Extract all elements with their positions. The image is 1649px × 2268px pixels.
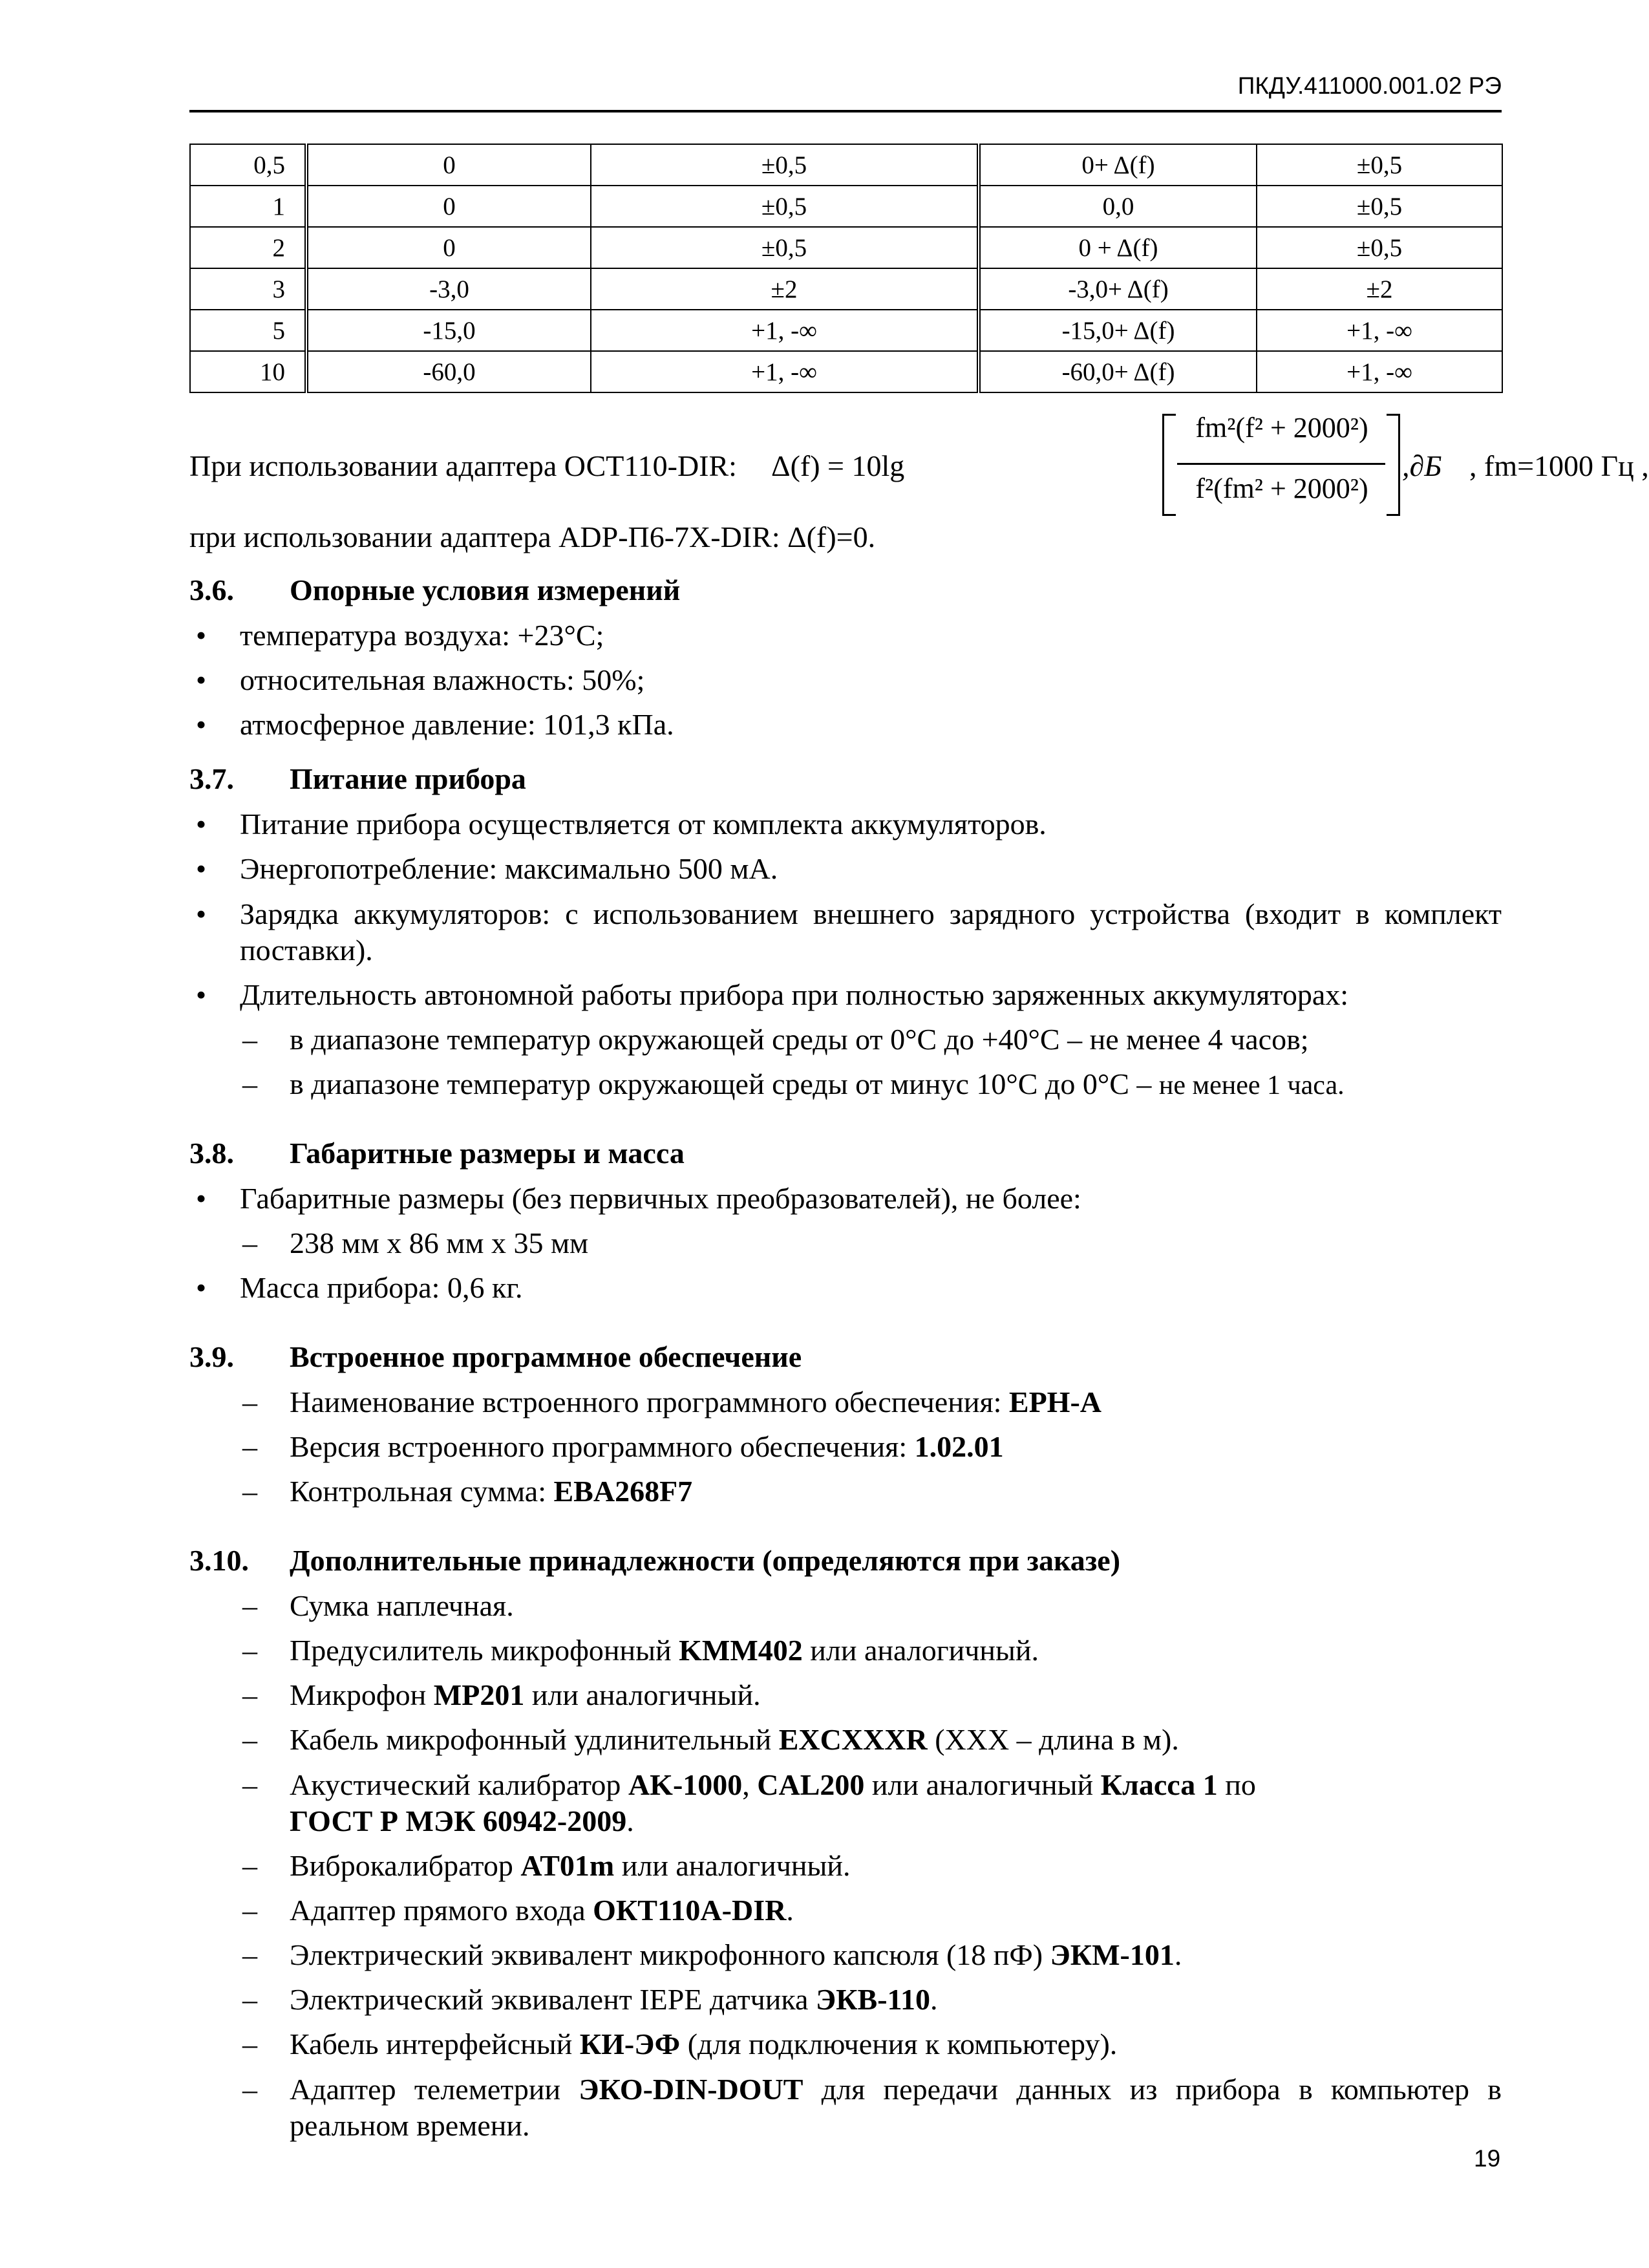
- dash-icon: –: [242, 1983, 257, 2016]
- adp-line: при использовании адаптера ADP-П6-7X-DIR: Δ(f)=0.: [189, 520, 876, 553]
- dash-icon: –: [242, 1067, 257, 1100]
- formula-numerator: fm²(f² + 2000²): [1195, 412, 1368, 444]
- dash-icon: –: [242, 1634, 257, 1667]
- table-row: [190, 144, 1502, 186]
- dash-icon: –: [242, 1430, 257, 1463]
- table-cell: -3,0: [306, 268, 591, 310]
- table-row: [190, 227, 1502, 268]
- section-title: Дополнительные принадлежности (определяются при заказе): [290, 1544, 1121, 1577]
- table-cell: 0: [306, 144, 591, 186]
- section-title: Опорные условия измерений: [290, 573, 681, 606]
- table-cell: +1, -∞: [1257, 310, 1502, 351]
- table-cell: 1: [190, 186, 306, 227]
- table-cell: -3,0+ Δ(f): [979, 268, 1257, 310]
- table-cell: ±0,5: [1257, 227, 1502, 268]
- formula-suffix: , fm=1000 Гц ,: [1469, 449, 1649, 482]
- table-cell: ±0,5: [1257, 144, 1502, 186]
- table-cell: ±0,5: [591, 144, 979, 186]
- table-cell: +1, -∞: [1257, 351, 1502, 392]
- table-cell: +1, -∞: [591, 310, 979, 351]
- table-cell: 0,5: [190, 144, 306, 186]
- page-header: [189, 72, 1502, 107]
- dash-icon: –: [242, 1678, 257, 1711]
- document-page: ПКДУ.411000.001.02 РЭ 0,5 0 ±0,5 0+ Δ(f) ±0,5 1 0 ±0,5 0,0 ±0,5 2 0 ±0,5 0 + Δ(f) ±0,5 3 -3,0 ±2 -3,0+ Δ(f) ±2 5 -15,0 +1, -∞ -15,0+ Δ(f) +1, -∞ 10 -60,0 +1, -∞ -60,0+ Δ(f) +1, -∞ При использовании адаптера ОСТ110-DIR: Δ(f) = 10lg fm²(f² + 2000²) f²(fm² + 2000²) ,∂Б , fm=1000 Гц , при использовании адаптера ADP-П6-7X-DIR: Δ(f)=0. 3.6. Опорные условия измерений • температура воздуха: +23°С; • относительная влажность: 50%; • атмосферное давление: 101,3 кПа. 3.7. Питание прибора • Питание прибора осуществляется от комплекта аккумуляторов. • Энергопотребление: максимально 500 мА. • Зарядка аккумуляторов: с использованием внешнего зарядного устройства (входит в комплект поставки). • Длительность автономной работы прибора при полностью заряженных аккумуляторах: – в диапазоне температур окружающей среды от 0°С до +40°С – не менее 4 часов; – в диапазоне температур окружающей среды от минус 10°С до 0°С – не менее 1 часа. 3.8. Габаритные размеры и масса • Габаритные размеры (без первичных преобразователей), не более: – 238 мм х 86 мм х 35 мм • Масса прибора: 0,6 кг. 3.9. Встроенное программное обеспечение – Наименование встроенного программного обеспечения: EPH-A – Версия встроенного программного обеспечения: 1.02.01 – Контрольная сумма: EBA268F7 3.10. Дополнительные принадлежности (определяются при заказе) – Сумка наплечная. – Предусилитель микрофонный KMM402 или аналогичный. – Микрофон MP201 или аналогичный. – Кабель микрофонный удлинительный EXCXXXR (XXX – длина в м). – Акустический калибратор AK-1000, CAL200 или аналогичный Класса 1 по ГОСТ Р МЭК 60942-2009. – Виброкалибратор AT01m или аналогичный. – Адаптер прямого входа ОКТ110A-DIR. – Электрический эквивалент микрофонного капсюля (18 пФ) ЭКМ-101. – Электрический эквивалент IEPE датчика ЭКВ-110. – Кабель интерфейсный КИ-ЭФ (для подключения к компьютеру). – Адаптер телеметрии ЭКО-DIN-DOUT для передачи данных из прибора в компьютер в реальном времени. 19: [189, 72, 1649, 2172]
- table-cell: 0: [306, 227, 591, 268]
- bullet-icon: •: [196, 808, 207, 840]
- table-cell: 10: [190, 351, 306, 392]
- table-cell: 0,0: [979, 186, 1257, 227]
- dash-icon: –: [242, 1385, 257, 1418]
- table-cell: 2: [190, 227, 306, 268]
- document-code: ПКДУ.411000.001.02 РЭ: [1237, 72, 1502, 99]
- table-row: [190, 186, 1502, 227]
- dash-icon: –: [242, 1894, 257, 1927]
- dash-icon: –: [242, 1023, 257, 1056]
- section-number: 3.8.: [189, 1137, 234, 1170]
- table-cell: -15,0+ Δ(f): [979, 310, 1257, 351]
- bullet-icon: •: [196, 619, 207, 652]
- bullet-icon: •: [196, 897, 207, 930]
- bullet-icon: •: [196, 852, 207, 885]
- section-number: 3.10.: [189, 1544, 249, 1577]
- dash-icon: –: [242, 1768, 257, 1801]
- table-cell: ±0,5: [591, 227, 979, 268]
- section-number: 3.7.: [189, 762, 234, 795]
- dash-icon: –: [242, 2027, 257, 2060]
- table-cell: 0: [306, 186, 591, 227]
- section-title: Габаритные размеры и масса: [290, 1137, 685, 1170]
- table-cell: ±0,5: [1257, 186, 1502, 227]
- table-cell: ±2: [1257, 268, 1502, 310]
- table-cell: -60,0+ Δ(f): [979, 351, 1257, 392]
- table-row: [190, 351, 1502, 392]
- formula-denominator: f²(fm² + 2000²): [1195, 473, 1368, 504]
- table-cell: -15,0: [306, 310, 591, 351]
- section-title: Питание прибора: [290, 762, 526, 795]
- section-title: Встроенное программное обеспечение: [290, 1340, 802, 1373]
- table-cell: 5: [190, 310, 306, 351]
- table-cell: 0 + Δ(f): [979, 227, 1257, 268]
- page-number: 19: [1474, 2145, 1501, 2172]
- dash-icon: –: [242, 1226, 257, 1259]
- table-cell: +1, -∞: [591, 351, 979, 392]
- formula-lhs: Δ(f) = 10lg: [771, 449, 905, 482]
- dash-icon: –: [242, 1849, 257, 1882]
- table-cell: 3: [190, 268, 306, 310]
- bullet-icon: •: [196, 1182, 207, 1215]
- table-cell: 0+ Δ(f): [979, 144, 1257, 186]
- formula-fraction-bar: [1177, 463, 1385, 465]
- bullet-icon: •: [196, 708, 207, 741]
- table-row: [190, 310, 1502, 351]
- formula-line: [189, 405, 1649, 521]
- dash-icon: –: [242, 1589, 257, 1622]
- table-cell: ±0,5: [591, 186, 979, 227]
- dash-icon: –: [242, 1723, 257, 1756]
- table-cell: ±2: [591, 268, 979, 310]
- header-rule: [189, 110, 1502, 112]
- section-number: 3.6.: [189, 573, 234, 606]
- dash-icon: –: [242, 2073, 257, 2106]
- dash-icon: –: [242, 1938, 257, 1971]
- formula-bracket-left: [1162, 414, 1176, 516]
- table-row: [190, 268, 1502, 310]
- table-cell: -60,0: [306, 351, 591, 392]
- bullet-icon: •: [196, 978, 207, 1011]
- formula-prefix: При использовании адаптера ОСТ110-DIR:: [189, 449, 737, 482]
- spec-table: [189, 144, 1503, 393]
- bullet-icon: •: [196, 1271, 207, 1304]
- formula-bracket-right: [1387, 414, 1400, 516]
- bullet-icon: •: [196, 663, 207, 696]
- formula-unit: ,∂Б: [1402, 449, 1442, 482]
- section-number: 3.9.: [189, 1340, 234, 1373]
- dash-icon: –: [242, 1475, 257, 1508]
